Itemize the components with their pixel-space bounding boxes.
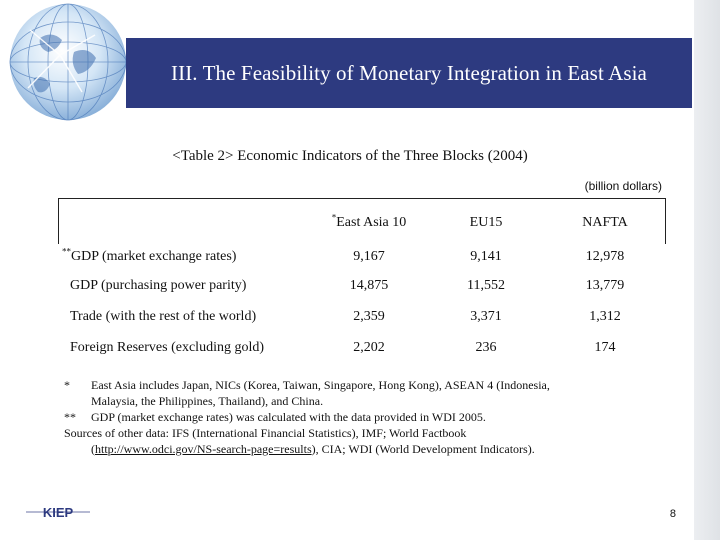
cell-value: 3,371 (470, 309, 502, 324)
cell-value: 9,167 (353, 249, 385, 264)
table-header-row (0, 208, 720, 238)
row-label (62, 242, 236, 272)
column-header-east-asia (319, 208, 419, 238)
cell-value: 236 (475, 340, 497, 355)
title-bar (126, 38, 692, 108)
cell-value: 14,875 (349, 278, 389, 293)
table-row (0, 271, 720, 301)
column-header-nafta: NAFTA (582, 215, 628, 230)
sources-tail: ), CIA; WDI (World Development Indicators). (311, 442, 535, 456)
footnotes (64, 377, 704, 457)
slide-title: III. The Feasibility of Monetary Integration in East Asia (171, 60, 647, 85)
sources-open-paren: ( (91, 442, 95, 456)
page-number: 8 (669, 508, 676, 520)
row-label: Foreign Reserves (excluding gold) (70, 340, 265, 355)
row-label: Trade (with the rest of the world) (70, 309, 257, 324)
cell-value: 1,312 (589, 309, 621, 324)
cell-value: 9,141 (470, 249, 502, 264)
cell-value: 2,202 (353, 340, 385, 355)
header-footnote-mark: * (331, 212, 337, 223)
cell-value: 11,552 (467, 278, 505, 293)
row-footnote-mark: ** (62, 246, 71, 257)
table-row (0, 302, 720, 332)
footnote-1-mark: * (64, 378, 70, 392)
table-caption: <Table 2> Economic Indicators of the Three Blocks (2004) (172, 148, 528, 164)
footnote-1-continued: Malaysia, the Philippines, Thailand), and China. (91, 394, 324, 408)
footnote-1-text: East Asia includes Japan, NICs (Korea, Taiwan, Singapore, Hong Kong), ASEAN 4 (Indonesia, (91, 378, 550, 392)
sources-line-continued (64, 441, 704, 457)
table-row (0, 242, 720, 272)
cell-value: 13,779 (585, 278, 625, 293)
unit-label: (billion dollars) (584, 179, 662, 193)
kiep-logo (26, 504, 90, 520)
world-factbook-link[interactable]: http://www.odci.gov/NS-search-page=results (95, 442, 312, 456)
column-header-east-asia-label: East Asia 10 (336, 215, 407, 230)
row-label-text: GDP (market exchange rates) (71, 249, 237, 264)
row-label: GDP (purchasing power parity) (70, 278, 247, 293)
cell-value: 12,978 (585, 249, 625, 264)
table-row (0, 333, 720, 363)
logo-text: KIEP (42, 505, 74, 520)
footnote-2-mark: ** (64, 410, 76, 424)
footnote-2 (64, 409, 704, 425)
cell-value: 2,359 (353, 309, 385, 324)
footnote-1 (64, 377, 704, 393)
cell-value: 174 (594, 340, 616, 355)
footnote-2-text: GDP (market exchange rates) was calculated with the data provided in WDI 2005. (91, 410, 486, 424)
sources-line: Sources of other data: IFS (International Financial Statistics), IMF; World Factbook (64, 426, 467, 440)
column-header-eu15: EU15 (469, 215, 503, 230)
